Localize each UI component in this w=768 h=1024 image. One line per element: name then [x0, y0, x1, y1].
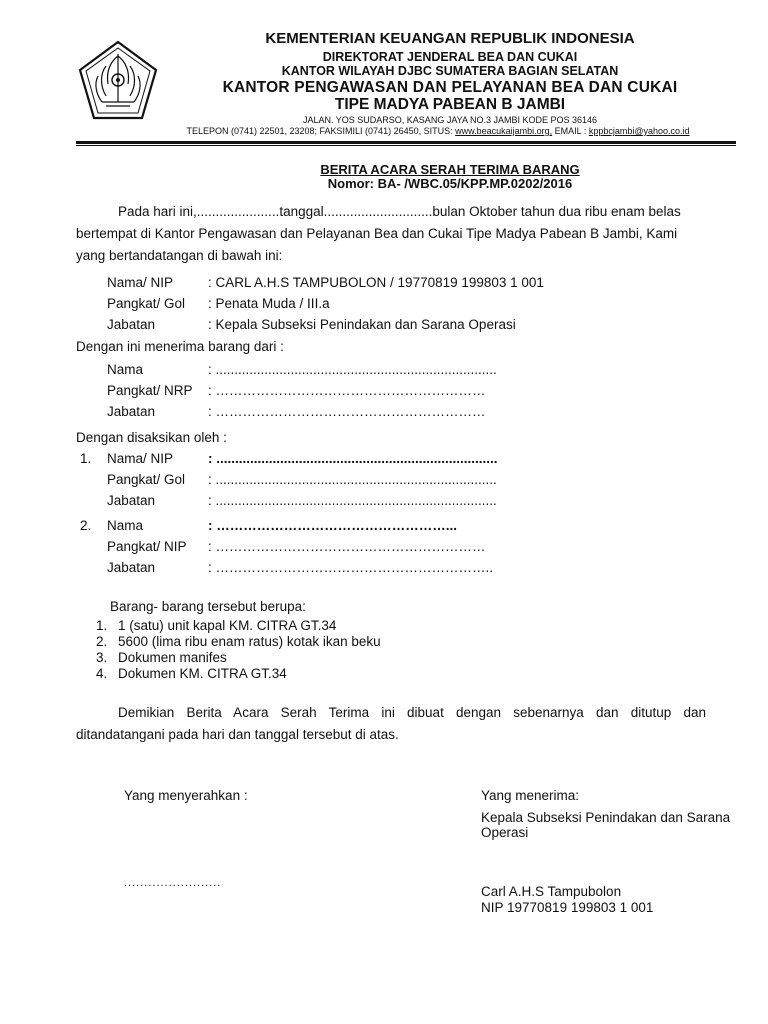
witness2-rank-value: : …………………………………………………… [208, 539, 486, 554]
header-rule-thin [76, 145, 736, 146]
goods-item: 1 (satu) unit kapal KM. CITRA GT.34 [118, 618, 337, 633]
witness1-number: 1. [80, 451, 92, 466]
giver-rank-label: Pangkat/ NRP [107, 383, 193, 398]
witness2-position-value: : …………………………………………………….. [208, 560, 494, 575]
closing-line2: ditandatangani pada hari dan tanggal tersebut di atas. [76, 727, 399, 742]
giver-position-value: : …………………………………………………… [208, 404, 486, 419]
witness2-number: 2. [80, 518, 92, 533]
receiver-rank-label: Pangkat/ Gol [107, 296, 186, 311]
office-address: JALAN. YOS SUDARSO, KASANG JAYA NO.3 JAMBI KODE POS 36146 [302, 115, 598, 125]
contact-phone-fax: TELEPON (0741) 22501, 23208; FAKSIMILI (0741) 26450, SITUS: [186, 126, 456, 136]
witness2-name-value: : ……………………………………………... [208, 518, 457, 533]
receiver-position-label: Jabatan [107, 317, 156, 332]
website-link[interactable]: www.beacukaijambi.org, [455, 126, 553, 136]
closing-line1: Demikian Berita Acara Serah Terima ini dibuat dengan sebenarnya dan ditutup dan [118, 705, 706, 720]
signature-right-title-line2: Operasi [481, 825, 529, 840]
intro-line1: Pada hari ini,......................tanggal.............................bulan Oktober tahun dua ribu enam belas [118, 204, 681, 219]
receiver-rank-value: : Penata Muda / III.a [208, 296, 330, 311]
directorate-name: DIREKTORAT JENDERAL BEA DAN CUKAI [322, 50, 578, 64]
giver-heading: Dengan ini menerima barang dari : [76, 339, 284, 354]
office-contact [138, 126, 738, 136]
witness2-name-label: Nama [107, 518, 144, 533]
giver-rank-value: : …………………………………………………… [208, 383, 486, 398]
witness1-name-value: : ........................................................................... [208, 451, 498, 466]
office-name-line1: KANTOR PENGAWASAN DAN PELAYANAN BEA DAN CUKAI [222, 79, 678, 96]
receiver-position-value: : Kepala Subseksi Penindakan dan Sarana Operasi [208, 317, 516, 332]
goods-heading: Barang- barang tersebut berupa: [110, 599, 306, 614]
signature-right-name: Carl A.H.S Tampubolon [481, 884, 622, 899]
witness1-rank-value: : ........................................................................... [208, 472, 497, 487]
goods-item: Dokumen KM. CITRA GT.34 [118, 666, 287, 681]
signature-right-title-line1: Kepala Subseksi Penindakan dan Sarana [481, 810, 731, 825]
witness2-position-label: Jabatan [107, 560, 156, 575]
giver-name-label: Nama [107, 362, 144, 377]
document-title-text: BERITA ACARA SERAH TERIMA BARANG [320, 162, 580, 177]
witness1-rank-label: Pangkat/ Gol [107, 472, 186, 487]
signature-left-label: Yang menyerahkan : [124, 788, 248, 803]
witness-heading: Dengan disaksikan oleh : [76, 430, 227, 445]
receiver-name-label: Nama/ NIP [107, 275, 174, 290]
goods-item-number: 3. [96, 650, 108, 665]
ministry-name: KEMENTERIAN KEUANGAN REPUBLIK INDONESIA [265, 30, 635, 47]
witness2-rank-label: Pangkat/ NIP [107, 539, 187, 554]
witness1-position-value: : ........................................................................... [208, 493, 497, 508]
signature-right-label: Yang menerima: [481, 788, 580, 803]
receiver-name-value: : CARL A.H.S TAMPUBOLON / 19770819 199803 1 001 [208, 275, 544, 290]
goods-item: 5600 (lima ribu enam ratus) kotak ikan beku [118, 634, 381, 649]
witness1-position-label: Jabatan [107, 493, 156, 508]
giver-position-label: Jabatan [107, 404, 156, 419]
signature-left-dots: ........................ [124, 877, 222, 889]
signature-right-nip: NIP 19770819 199803 1 001 [481, 900, 654, 915]
goods-item-number: 4. [96, 666, 108, 681]
goods-item-number: 1. [96, 618, 108, 633]
witness1-name-label: Nama/ NIP [107, 451, 174, 466]
office-name-line2: TIPE MADYA PABEAN B JAMBI [334, 96, 566, 113]
goods-item-number: 2. [96, 634, 108, 649]
intro-line2: bertempat di Kantor Pengawasan dan Pelayanan Bea dan Cukai Tipe Madya Pabean B Jambi, Kami [76, 226, 678, 241]
intro-line3: yang bertandatangan di bawah ini: [76, 248, 283, 263]
document-title [170, 162, 730, 177]
ministry-of-finance-logo [76, 40, 160, 122]
giver-name-value: : ........................................................................... [208, 362, 497, 377]
header-rule-thick [76, 141, 736, 144]
goods-item: Dokumen manifes [118, 650, 227, 665]
regional-office-name: KANTOR WILAYAH DJBC SUMATERA BAGIAN SELATAN [281, 64, 619, 78]
email-label: EMAIL : [552, 126, 589, 136]
document-number: Nomor: BA- /WBC.05/KPP.MP.0202/2016 [327, 176, 573, 191]
email-link[interactable]: kppbcjambi@yahoo.co.id [588, 126, 690, 136]
